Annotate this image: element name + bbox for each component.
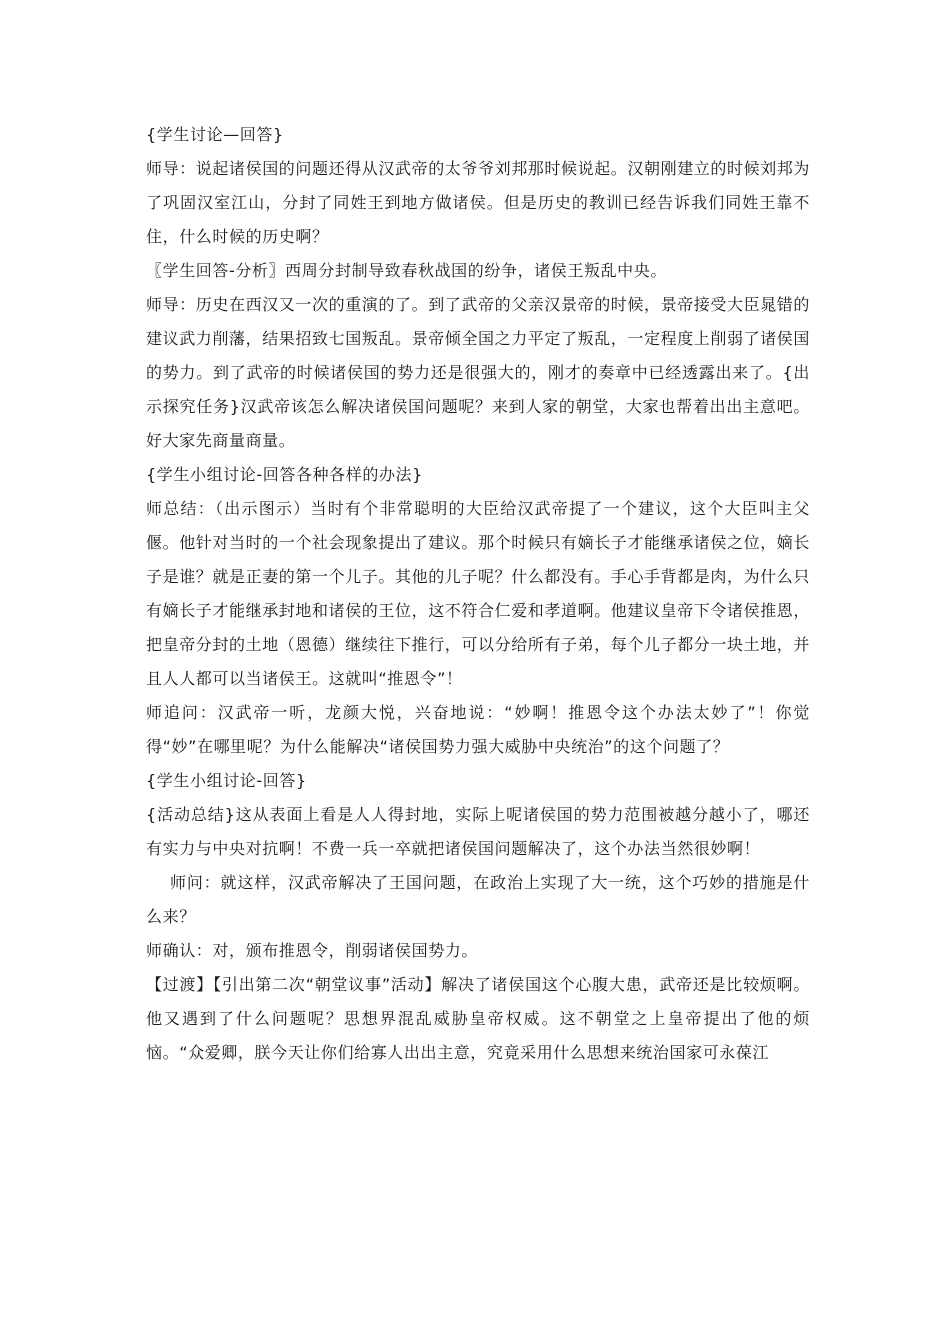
document-body — [146, 118, 810, 1070]
paragraph-teacher-question: 师问：就这样，汉武帝解决了王国问题，在政治上实现了大一统，这个巧妙的措施是什么来？ — [146, 873, 810, 926]
paragraph-teacher-confirm: 师确认：对，颁布推恩令，削弱诸侯国势力。 — [146, 941, 479, 960]
paragraph-group-discussion-2: {学生小组讨论-回答} — [146, 771, 307, 790]
paragraph-teacher-summary: 师总结：（出示图示）当时有个非常聪明的大臣给汉武帝提了一个建议，这个大臣叫主父偃。他针对当时的一个社会现象提出了建议。那个时候只有嫡长子才能继承诸侯之位，嫡长子是谁？就是正妻的第一个儿子。其他的儿子呢？什么都没有。手心手背都是肉，为什么只有嫡长子才能继承封地和诸侯的王位，这不符合仁爱和孝道啊。他建议皇帝下令诸侯推恩，把皇帝分封的土地（恩德）继续往下推行，可以分给所有子弟，每个儿子都分一块土地，并且人人都可以当诸侯王。这就叫“推恩令”！ — [146, 499, 811, 688]
paragraph-group-discussion-1: {学生小组讨论-回答各种各样的办法} — [146, 465, 423, 484]
paragraph-activity-summary: {活动总结}这从表面上看是人人得封地，实际上呢诸侯国的势力范围被越分越小了，哪还有实力与中央对抗啊！不费一兵一卒就把诸侯国问题解决了，这个办法当然很妙啊！ — [146, 805, 810, 858]
paragraph-student-discussion: {学生讨论—回答} — [146, 125, 284, 144]
paragraph-teacher-guide-1: 师导：说起诸侯国的问题还得从汉武帝的太爷爷刘邦那时候说起。汉朝刚建立的时候刘邦为了巩固汉室江山，分封了同姓王到地方做诸侯。但是历史的教训已经告诉我们同姓王靠不住，什么时候的历史啊？ — [146, 159, 811, 246]
paragraph-teacher-guide-2: 师导：历史在西汉又一次的重演的了。到了武帝的父亲汉景帝的时候，景帝接受大臣晁错的建议武力削藩，结果招致七国叛乱。景帝倾全国之力平定了叛乱，一定程度上削弱了诸侯国的势力。到了武帝的时候诸侯国的势力还是很强大的，刚才的奏章中已经透露出来了。{出示探究任务}汉武帝该怎么解决诸侯国问题呢？来到人家的朝堂，大家也帮着出出主意吧。好大家先商量商量。 — [146, 295, 811, 450]
paragraph-student-answer: 〖学生回答-分析〗西周分封制导致春秋战国的纷争，诸侯王叛乱中央。 — [146, 261, 667, 280]
paragraph-teacher-followup: 师追问：汉武帝一听，龙颜大悦，兴奋地说：“妙啊！推恩令这个办法太妙了”！你觉得“妙”在哪里呢？为什么能解决“诸侯国势力强大威胁中央统治”的这个问题了？ — [146, 703, 810, 756]
paragraph-transition: 【过渡】【引出第二次“朝堂议事”活动】解决了诸侯国这个心腹大患，武帝还是比较烦啊。他又遇到了什么问题呢？思想界混乱威胁皇帝权威。这不朝堂之上皇帝提出了他的烦恼。“众爱卿，朕今天让你们给寡人出出主意，究竟采用什么思想来统治国家可永葆江 — [146, 975, 810, 1062]
